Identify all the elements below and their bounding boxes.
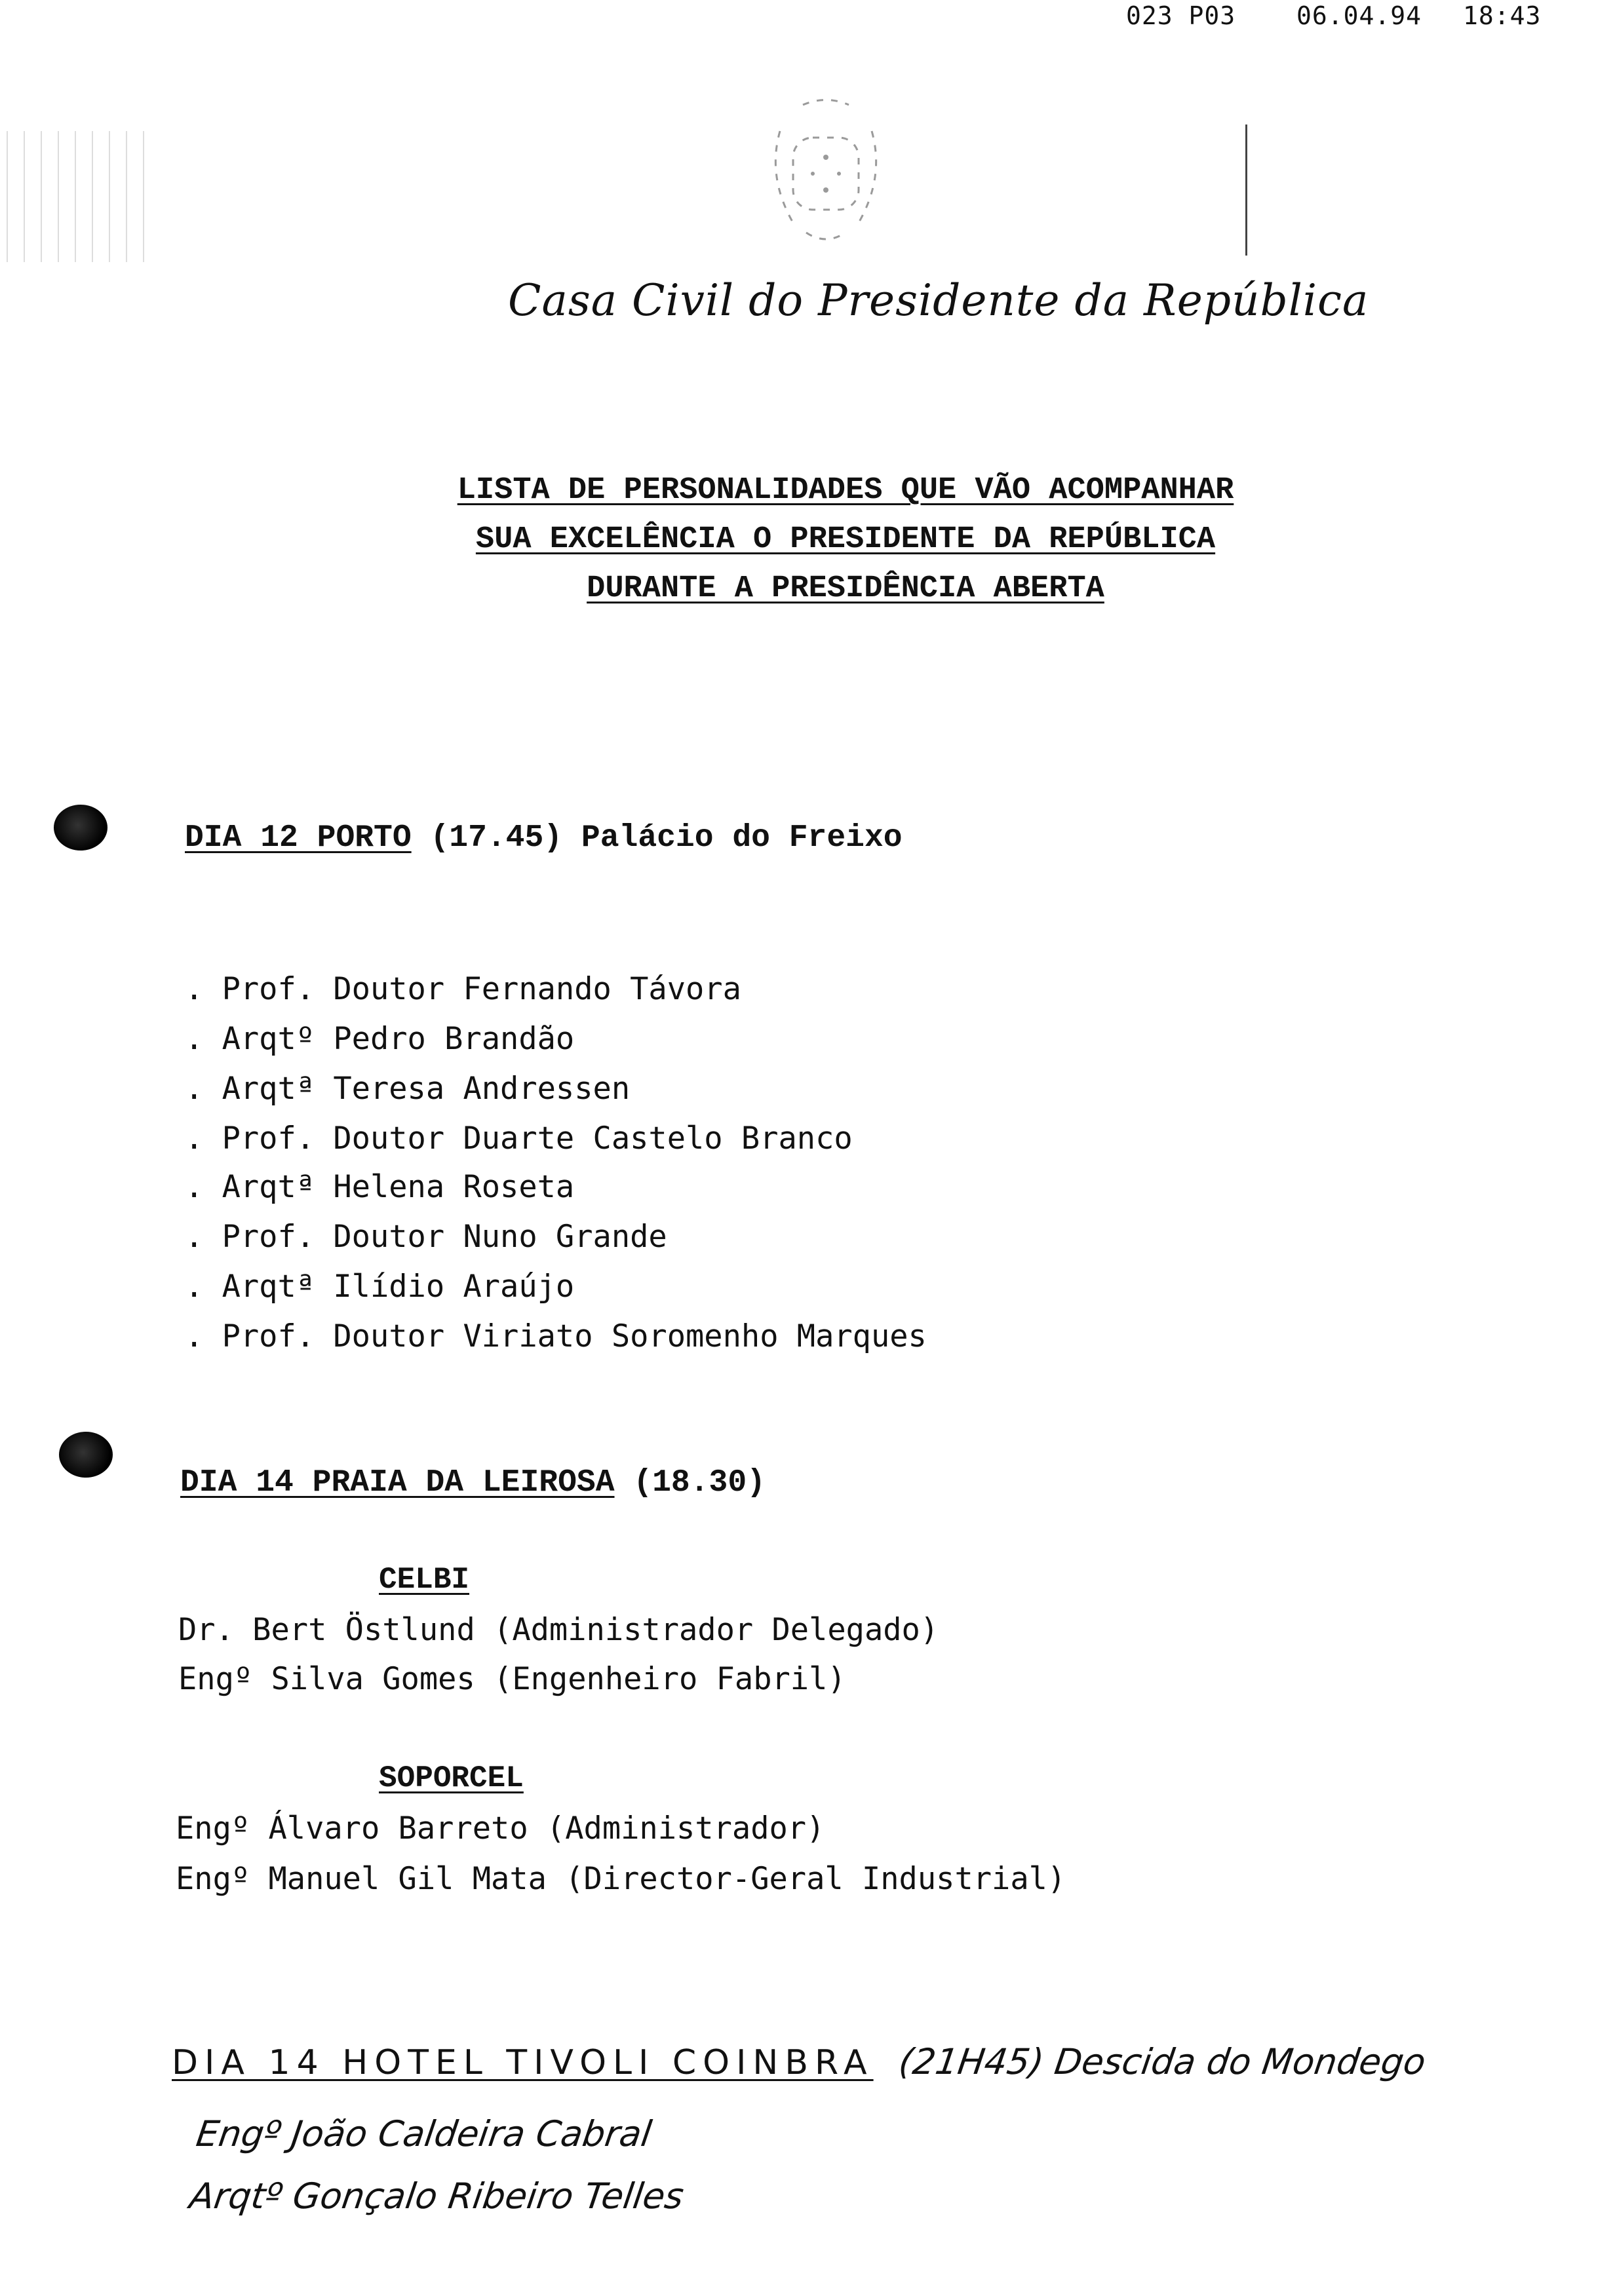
list-item: Engº Silva Gomes (Engenheiro Fabril) <box>178 1661 846 1697</box>
title-line-3: DURANTE A PRESIDÊNCIA ABERTA <box>587 571 1104 606</box>
company-soporcel: SOPORCEL <box>379 1761 524 1795</box>
list-item: . Prof. Doutor Viriato Soromenho Marques <box>185 1318 927 1354</box>
punch-hole-mark <box>54 805 107 851</box>
letterhead: Casa Civil do Presidente da República <box>508 275 1369 326</box>
leirosa-heading <box>180 1465 766 1501</box>
fax-time: 18:43 <box>1463 1 1542 30</box>
punch-hole-mark <box>59 1432 113 1478</box>
fax-date: 06.04.94 <box>1296 1 1422 30</box>
list-item: Dr. Bert Östlund (Administrador Delegado) <box>178 1612 939 1648</box>
list-item: . Prof. Doutor Fernando Távora <box>185 971 741 1007</box>
list-item: . Prof. Doutor Nuno Grande <box>185 1219 667 1255</box>
list-item: . Arqtª Teresa Andressen <box>185 1071 631 1107</box>
leirosa-heading-detail: (18.30) <box>614 1465 766 1501</box>
porto-heading-detail: (17.45) Palácio do Freixo <box>411 820 903 856</box>
leirosa-heading-day: DIA 14 PRAIA DA LEIROSA <box>180 1465 615 1501</box>
porto-heading <box>185 820 903 856</box>
list-item: . Arqtº Pedro Brandão <box>185 1021 575 1057</box>
porto-heading-day: DIA 12 PORTO <box>185 820 412 856</box>
list-item: Engº Álvaro Barreto (Administrador) <box>176 1810 825 1846</box>
list-item: . Prof. Doutor Duarte Castelo Branco <box>185 1120 853 1157</box>
handwritten-heading-detail: (21H45) Descida do Mondego <box>896 2041 1429 2082</box>
title-line-2: SUA EXCELÊNCIA O PRESIDENTE DA REPÚBLICA <box>475 522 1216 557</box>
list-item: . Arqtª Ilídio Araújo <box>185 1269 575 1305</box>
list-item: . Arqtª Helena Roseta <box>185 1169 575 1205</box>
handwritten-line-2: Arqtº Gonçalo Ribeiro Telles <box>187 2175 687 2217</box>
coat-of-arms-crest <box>741 92 911 256</box>
scan-artifact-margin <box>7 131 151 262</box>
scan-artifact-line <box>1245 124 1247 256</box>
handwritten-line-1: Engº João Caldeira Cabral <box>193 2113 655 2154</box>
fax-page-number: 023 P03 <box>1126 1 1236 30</box>
title-line-1: LISTA DE PERSONALIDADES QUE VÃO ACOMPANHAR <box>457 473 1234 508</box>
company-celbi: CELBI <box>379 1563 470 1597</box>
handwritten-heading <box>172 2041 1429 2082</box>
handwritten-heading-place: DIA 14 HOTEL TIVOLI COINBRA <box>172 2043 874 2082</box>
list-item: Engº Manuel Gil Mata (Director-Geral Industrial) <box>176 1861 1066 1897</box>
